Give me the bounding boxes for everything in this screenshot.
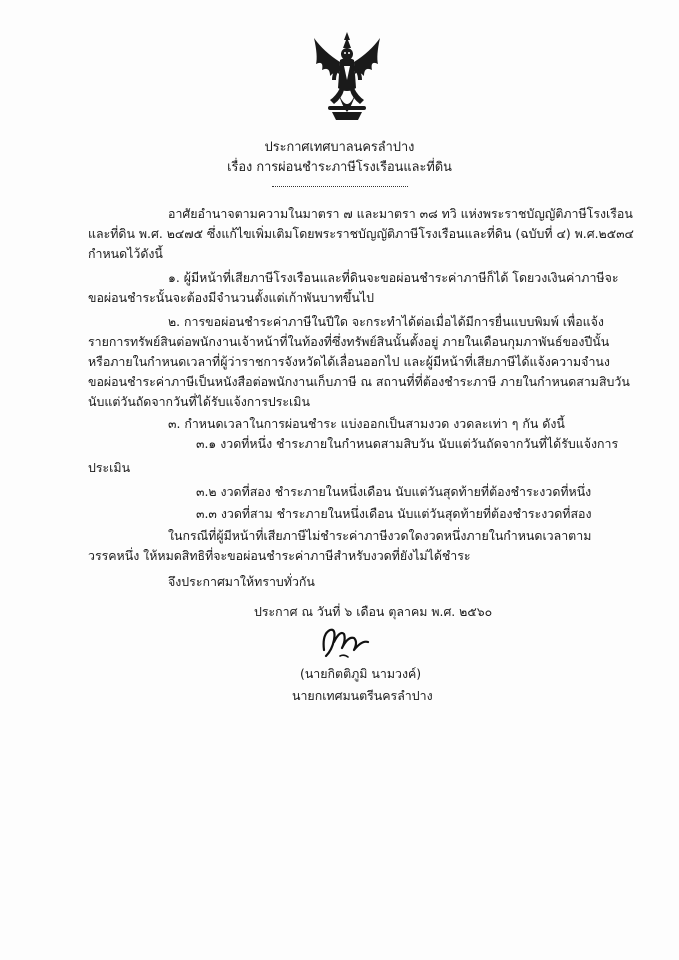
clause-3-line: ๓. กำหนดเวลาในการผ่อนชำระ แบ่งออกเป็นสามงวด งวดละเท่า ๆ กัน ดังนี้ [168, 416, 565, 431]
closing-line: จึงประกาศมาให้ทราบทั่วกัน [168, 574, 315, 589]
signer-name: (นายกิตติภูมิ นามวงค์) [300, 666, 422, 681]
penalty-line: วรรคหนึ่ง ให้หมดสิทธิที่จะขอผ่อนชำระค่าภาษีสำหรับงวดที่ยังไม่ได้ชำระ [88, 548, 471, 563]
office-title: ประกาศเทศบาลนครลำปาง [264, 140, 415, 155]
preamble-line: อาศัยอำนาจตามความในมาตรา ๗ และมาตรา ๓๘ ทวิ แห่งพระราชบัญญัติภาษีโรงเรือน [168, 206, 633, 221]
clause-1-line: ขอผ่อนชำระนั้นจะต้องมีจำนวนตั้งแต่เก้าพันบาทขึ้นไป [88, 290, 374, 305]
date-line: ประกาศ ณ วันที่ ๖ เดือน ตุลาคม พ.ศ. ๒๕๖๐ [254, 604, 493, 619]
clause-2-line: หรือภายในกำหนดเวลาที่ผู้ว่าราชการจังหวัดได้เลื่อนออกไป และผู้มีหน้าที่เสียภาษีได้แจ้งความจำนง [88, 354, 610, 369]
garuda-emblem-icon [310, 30, 384, 122]
clause-2-line: ขอผ่อนชำระค่าภาษีเป็นหนังสือต่อพนักงานเก็บภาษี ณ สถานที่ที่ต้องชำระภาษี ภายในกำหนดสามสิบวัน [88, 374, 630, 389]
clause-2-line: นับแต่วันถัดจากวันที่ได้รับแจ้งการประเมิน [88, 394, 310, 409]
handwritten-signature-icon [318, 620, 378, 662]
title-separator [272, 186, 408, 187]
clause-3-1-line: ๓.๑ งวดที่หนึ่ง ชำระภายในกำหนดสามสิบวัน นับแต่วันถัดจากวันที่ได้รับแจ้งการ [196, 436, 619, 451]
signer-title: นายกเทศมนตรีนครลำปาง [292, 688, 433, 703]
clause-3-2-line: ๓.๒ งวดที่สอง ชำระภายในหนึ่งเดือน นับแต่วันสุดท้ายที่ต้องชำระงวดที่หนึ่ง [196, 484, 592, 499]
preamble-line: และที่ดิน พ.ศ. ๒๔๗๕ ซึ่งแก้ไขเพิ่มเติมโดยพระราชบัญญัติภาษีโรงเรือนและที่ดิน (ฉบับที่ ๔) พ.ศ.๒๕๓๔ [88, 226, 634, 241]
preamble-line: กำหนดไว้ดังนี้ [88, 246, 163, 261]
clause-3-1-line: ประเมิน [88, 460, 131, 475]
clause-2-line: ๒. การขอผ่อนชำระค่าภาษีในปีใด จะกระทำได้ต่อเมื่อได้มีการยื่นแบบพิมพ์ เพื่อแจ้ง [168, 314, 604, 329]
clause-1-line: ๑. ผู้มีหน้าที่เสียภาษีโรงเรือนและที่ดินจะขอผ่อนชำระค่าภาษีก็ได้ โดยวงเงินค่าภาษีจะ [168, 270, 619, 285]
clause-3-3-line: ๓.๓ งวดที่สาม ชำระภายในหนึ่งเดือน นับแต่วันสุดท้ายที่ต้องชำระงวดที่สอง [196, 506, 592, 521]
subject-title: เรื่อง การผ่อนชำระภาษีโรงเรือนและที่ดิน [227, 160, 452, 175]
penalty-line: ในกรณีที่ผู้มีหน้าที่เสียภาษีไม่ชำระค่าภาษีงวดใดงวดหนึ่งภายในกำหนดเวลาตาม [168, 528, 592, 543]
clause-2-line: รายการทรัพย์สินต่อพนักงานเจ้าหน้าที่ในท้องที่ซึ่งทรัพย์สินนั้นตั้งอยู่ ภายในเดือนกุมภาพันธ์ของปีนั้น [88, 334, 610, 349]
